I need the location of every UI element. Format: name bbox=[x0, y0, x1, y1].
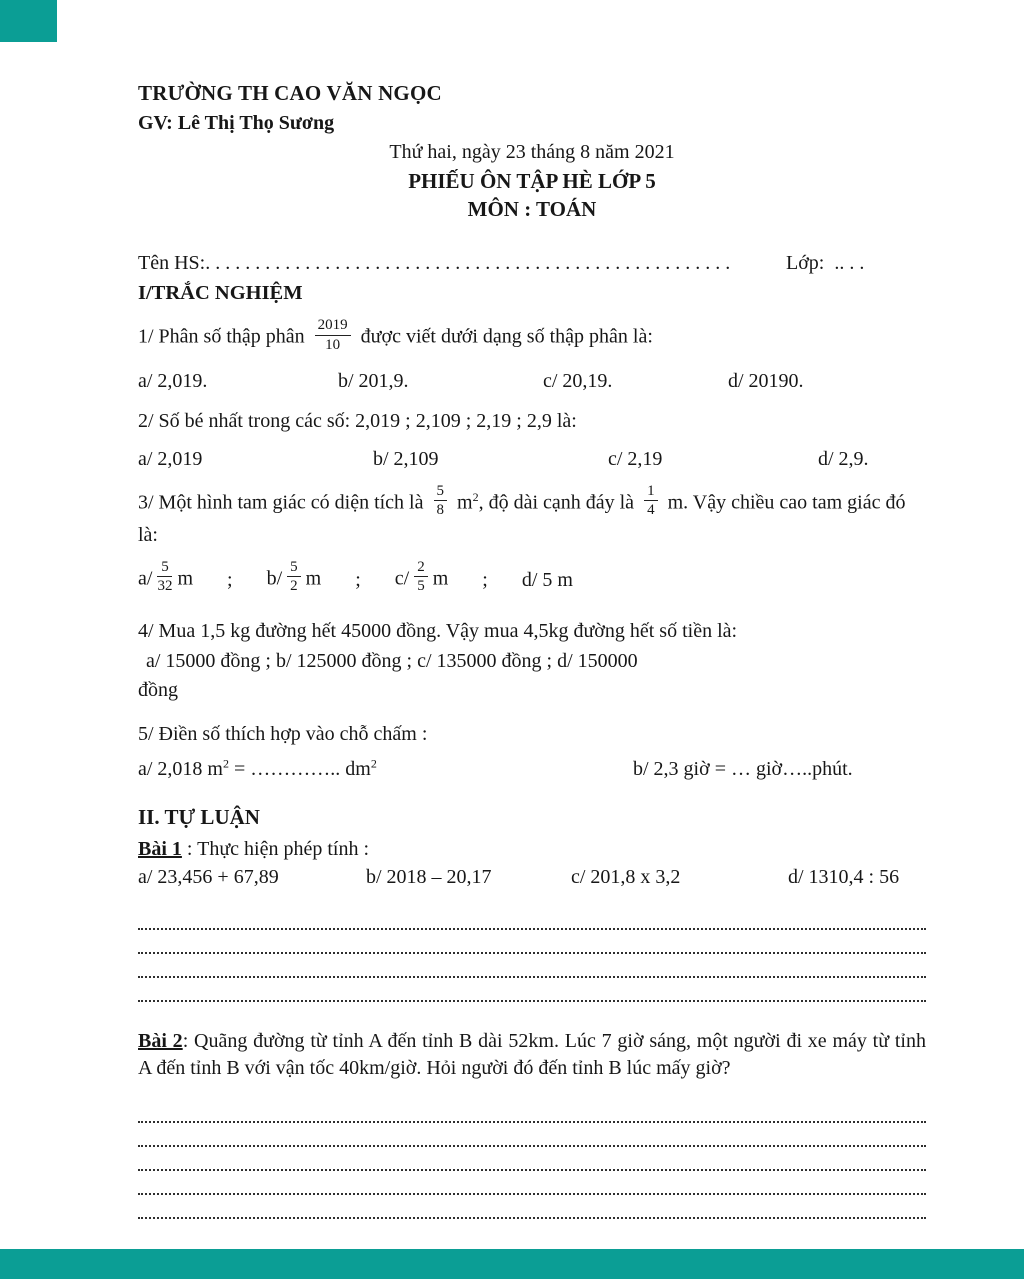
question-5: 5/ Điền số thích hợp vào chỗ chấm : bbox=[138, 723, 428, 746]
q4-options-line1: a/ 15000 đồng ; b/ 125000 đồng ; c/ 135000 đồng ; d/ 150000 bbox=[146, 650, 638, 673]
option-separator: ; bbox=[355, 568, 361, 591]
q2-option-b: b/ 2,109 bbox=[373, 448, 439, 471]
question-3 bbox=[138, 482, 926, 548]
q5-part-a: a/ 2,018 $m^2$ = ………….. $dm^2$ bbox=[138, 755, 377, 780]
q5-part-b: b/ 2,3 giờ = … giờ…..phút. bbox=[633, 757, 853, 780]
student-name-field bbox=[138, 250, 786, 276]
answer-dotted-line bbox=[138, 1207, 926, 1219]
worksheet-title: PHIẾU ÔN TẬP HÈ LỚP 5 bbox=[408, 168, 656, 193]
option-separator: ; bbox=[227, 568, 233, 591]
bai2-answer-area bbox=[138, 1111, 926, 1219]
bai2-label: Bài 2 bbox=[138, 1030, 183, 1053]
q3-sup-1: 2 bbox=[472, 489, 479, 504]
q3-option-d: d/ 5 m bbox=[521, 568, 573, 591]
q1-text-post: được viết dưới dạng số thập phân là: bbox=[360, 325, 653, 348]
q3-option-b-fraction: $\frac{5}{2}$ bbox=[287, 559, 301, 595]
q1-option-b: b/ 201,9. bbox=[338, 370, 409, 393]
section2-heading: II. TỰ LUẬN bbox=[138, 804, 260, 829]
q3-text-mid: , độ dài cạnh đáy là bbox=[478, 491, 635, 514]
answer-dotted-line bbox=[138, 1183, 926, 1195]
q4-options-line2: đồng bbox=[138, 678, 178, 701]
q3-option-a: a/ $\frac{5}{32}$ m bbox=[138, 558, 193, 595]
bai1-option-b: b/ 2018 – 20,17 bbox=[366, 866, 492, 888]
answer-dotted-line bbox=[138, 966, 926, 978]
bai1-heading bbox=[138, 836, 926, 862]
student-info-line bbox=[138, 250, 926, 276]
worksheet-page bbox=[138, 80, 926, 1231]
q2-options bbox=[138, 446, 926, 472]
bai1-option-c: c/ 201,8 x 3,2 bbox=[571, 866, 681, 888]
q3-option-c: c/ $\frac{2}{5}$ m bbox=[394, 558, 449, 595]
q1-options bbox=[138, 368, 926, 394]
q1-option-c: c/ 20,19. bbox=[543, 370, 613, 393]
school-name: TRƯỜNG TH CAO VĂN NGỌC bbox=[138, 81, 442, 105]
question-1 bbox=[138, 317, 926, 356]
q3-fraction-2: $\frac{1}{4}$ bbox=[644, 483, 658, 519]
q2-option-a: a/ 2,019 bbox=[138, 448, 203, 471]
q3-option-b: b/ $\frac{5}{2}$ m bbox=[266, 558, 322, 595]
bai1-label: Bài 1 bbox=[138, 837, 182, 860]
q5-answer-line bbox=[138, 756, 926, 782]
q1-option-a: a/ 2,019. bbox=[138, 370, 208, 393]
date-line: Thứ hai, ngày 23 tháng 8 năm 2021 bbox=[389, 141, 675, 164]
bai2-text: : Quãng đường từ tỉnh A đến tỉnh B dài 52km. Lúc 7 giờ sáng, một người đi xe máy từ tỉnh A đến tỉnh B với vận tốc 40km/giờ. Hỏi người đó đến tỉnh B lúc mấy giờ? bbox=[138, 1030, 926, 1079]
q3-options bbox=[138, 558, 926, 598]
q3-option-a-fraction: $\frac{5}{32}$ bbox=[157, 558, 173, 595]
question-4: 4/ Mua 1,5 kg đường hết 45000 đồng. Vậy mua 4,5kg đường hết số tiền là: bbox=[138, 619, 738, 642]
bai1-answer-area bbox=[138, 918, 926, 1002]
answer-dotted-line bbox=[138, 918, 926, 930]
bai1-instruction: : Thực hiện phép tính : bbox=[181, 837, 370, 860]
q2-option-d: d/ 2,9. bbox=[818, 448, 869, 471]
student-name-label: Tên HS: bbox=[138, 251, 206, 274]
q3-text-post: m. Vậy chiều cao tam giác đó là: bbox=[138, 491, 906, 546]
answer-dotted-line bbox=[138, 1159, 926, 1171]
class-dots: .. . . bbox=[834, 251, 865, 274]
section1-heading: I/TRẮC NGHIỆM bbox=[138, 282, 303, 305]
q3-text-pre: 3/ Một hình tam giác có diện tích là bbox=[138, 491, 424, 514]
subject-line: MÔN : TOÁN bbox=[467, 197, 597, 222]
q1-option-d: d/ 20190. bbox=[728, 370, 804, 393]
question-2: 2/ Số bé nhất trong các số: 2,019 ; 2,109 ; 2,19 ; 2,9 là: bbox=[138, 409, 577, 432]
option-separator: ; bbox=[482, 568, 488, 591]
class-label: Lớp: bbox=[786, 251, 825, 274]
answer-dotted-line bbox=[138, 1111, 926, 1123]
scan-bottom-accent bbox=[0, 1249, 1024, 1279]
q3-fraction-1: $\frac{5}{8}$ bbox=[434, 483, 448, 519]
bai1-option-a: a/ 23,456 + 67,89 bbox=[138, 866, 279, 888]
scan-corner-accent bbox=[0, 0, 57, 42]
answer-dotted-line bbox=[138, 990, 926, 1002]
answer-dotted-line bbox=[138, 1135, 926, 1147]
answer-dotted-line bbox=[138, 942, 926, 954]
bai2-problem bbox=[138, 1028, 926, 1081]
q2-option-c: c/ 2,19 bbox=[608, 448, 663, 471]
q3-unit-1: m bbox=[457, 491, 473, 514]
student-name-dots: . . . . . . . . . . . . . . . . . . . . . . . . . . . . . . . . . . . . . . . . . . . . . . . . . . . . . bbox=[205, 251, 731, 274]
bai1-options bbox=[138, 864, 926, 890]
bai1-option-d: d/ 1310,4 : 56 bbox=[788, 866, 900, 888]
q3-option-c-fraction: $\frac{2}{5}$ bbox=[414, 559, 428, 595]
teacher-name: GV: Lê Thị Thọ Sương bbox=[138, 111, 335, 134]
q1-text-pre: 1/ Phân số thập phân bbox=[138, 325, 305, 348]
q1-fraction: $\frac{2019}{10}$ bbox=[315, 317, 351, 353]
